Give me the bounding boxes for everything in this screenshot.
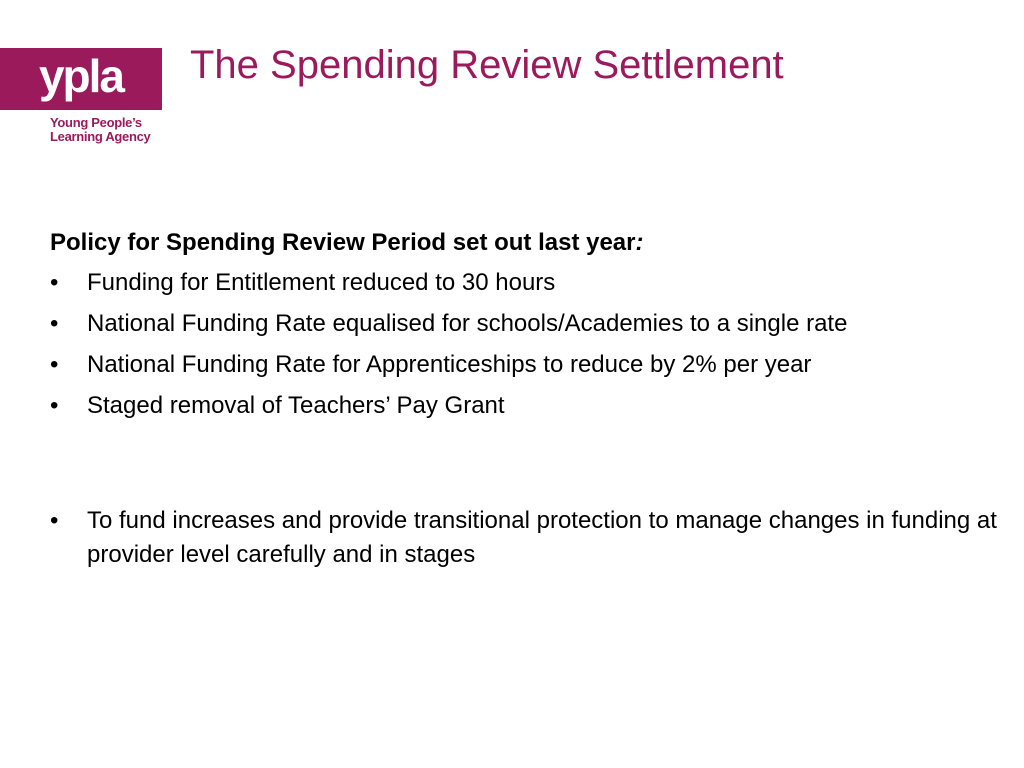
- bullet-text: To fund increases and provide transitional protection to manage changes in funding at provider level carefully and in stages: [87, 507, 997, 568]
- logo: [0, 48, 162, 110]
- logo-subtitle-line-1: Young People’s: [50, 115, 142, 130]
- section-heading-text: Policy for Spending Review Period set out last year: [50, 229, 636, 256]
- bullet-icon: •: [50, 507, 59, 534]
- section-heading-colon: :: [635, 229, 644, 256]
- bullet-icon: •: [50, 351, 59, 378]
- bullet-icon: •: [50, 269, 59, 296]
- bullet-text: Funding for Entitlement reduced to 30 hours: [87, 269, 556, 296]
- bullet-item: [50, 307, 1000, 341]
- logo-mark: ypla: [38, 50, 124, 102]
- bullet-icon: •: [50, 392, 59, 419]
- bullet-item: [50, 389, 1000, 423]
- bullet-item: [50, 504, 1000, 572]
- bullet-text: National Funding Rate for Apprenticeships to reduce by 2% per year: [87, 351, 812, 378]
- bullet-icon: •: [50, 310, 59, 337]
- bullet-item: [50, 348, 1000, 382]
- bullet-text: National Funding Rate equalised for schools/Academies to a single rate: [87, 310, 848, 337]
- slide-title: The Spending Review Settlement: [190, 43, 784, 87]
- bullet-list: [50, 266, 1000, 423]
- bullet-list-2: [50, 504, 1000, 572]
- logo-subtitle-line-2: Learning Agency: [50, 129, 151, 144]
- slide-body: [50, 226, 1000, 579]
- logo-subtitle: [50, 116, 150, 144]
- section-heading: [50, 226, 1000, 260]
- bullet-text: Staged removal of Teachers’ Pay Grant: [87, 392, 505, 419]
- bullet-item: [50, 266, 1000, 300]
